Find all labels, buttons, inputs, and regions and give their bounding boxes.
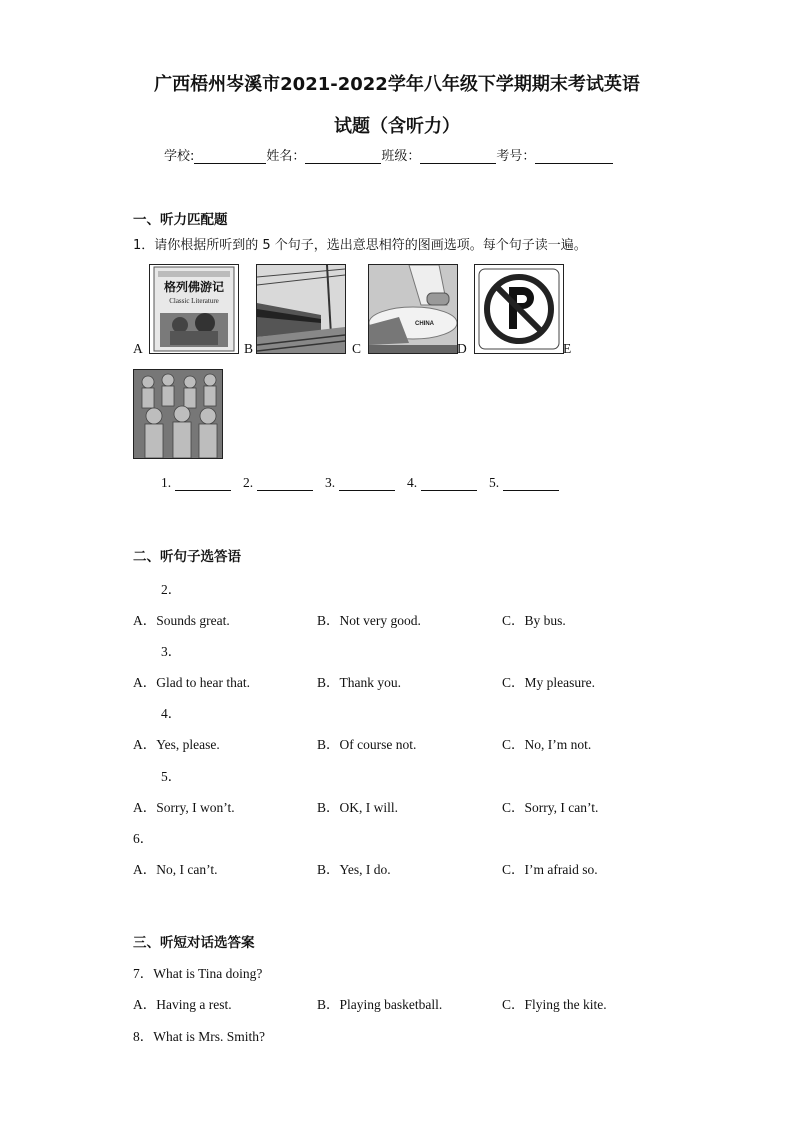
question-5-option-c[interactable]: C．Sorry, I can’t. [502, 800, 599, 815]
class-label: 班级： [381, 149, 421, 164]
answer-number-1: 1. [161, 475, 172, 490]
answer-blank-1[interactable] [161, 475, 231, 491]
question-6-number: 6． [133, 831, 154, 846]
section1-instruction: 1．请你根据所听到的 5 个句子，选出意思相符的图画选项。每个句子读一遍。 [133, 238, 587, 253]
number-label: 考号： [496, 149, 536, 164]
answer-number-4: 4. [407, 475, 418, 490]
student-info-row [164, 145, 613, 164]
answer-blank-5[interactable] [489, 475, 559, 491]
book-cover-icon [150, 265, 238, 353]
question-6-option-b[interactable]: B．Yes, I do. [317, 862, 391, 877]
question-2-number: 2． [161, 582, 182, 597]
answer-number-3: 3. [325, 475, 336, 490]
question-4-option-a[interactable]: A．Yes, please. [133, 737, 220, 752]
question-2-option-a[interactable]: A．Sounds great. [133, 613, 230, 628]
answer-blank-3[interactable] [325, 475, 395, 491]
picture-letter-a: A [133, 341, 143, 356]
book-title-text: 格列佛游记 [163, 280, 225, 294]
question-6-option-a[interactable]: A．No, I can’t. [133, 862, 218, 877]
airplane-icon [369, 265, 457, 353]
answer-number-5: 5. [489, 475, 500, 490]
picture-b-train [256, 264, 346, 354]
name-blank[interactable] [305, 149, 381, 164]
no-parking-sign-icon [475, 265, 563, 353]
name-label: 姓名： [266, 149, 306, 164]
question-4-number: 4． [161, 706, 182, 721]
question-5-option-b[interactable]: B．OK, I will. [317, 800, 398, 815]
question-3-number: 3． [161, 644, 182, 659]
question-7-text: 7．What is Tina doing? [133, 966, 263, 981]
picture-letter-d: D [457, 341, 467, 356]
terracotta-warriors-icon [134, 370, 222, 458]
picture-letter-b: B [244, 341, 254, 356]
school-blank[interactable] [194, 149, 266, 164]
picture-a-book [149, 264, 239, 354]
question-5-option-a[interactable]: A．Sorry, I won’t. [133, 800, 235, 815]
picture-c-plane [368, 264, 458, 354]
answer-blank-4[interactable] [407, 475, 477, 491]
train-icon [257, 265, 345, 353]
question-4-option-c[interactable]: C．No, I’m not. [502, 737, 592, 752]
exam-title-line1: 广西梧州岑溪市2021-2022学年八年级下学期期末考试英语 [154, 74, 640, 95]
question-8-text: 8．What is Mrs. Smith? [133, 1029, 265, 1044]
picture-letter-e: E [563, 341, 572, 356]
picture-e-terracotta [133, 369, 223, 459]
school-label: 学校: [164, 149, 195, 164]
section2-heading: 二、听句子选答语 [133, 549, 241, 565]
question-5-number: 5． [161, 769, 182, 784]
number-blank[interactable] [535, 149, 613, 164]
question-6-option-c[interactable]: C．I’m afraid so. [502, 862, 598, 877]
plane-mark-text: CHINA [415, 321, 434, 327]
question-7-option-c[interactable]: C．Flying the kite. [502, 997, 607, 1012]
answer-number-2: 2. [243, 475, 254, 490]
section1-heading: 一、听力匹配题 [133, 212, 228, 228]
class-blank[interactable] [420, 149, 496, 164]
question-2-option-c[interactable]: C．By bus. [502, 613, 566, 628]
question-3-option-b[interactable]: B．Thank you. [317, 675, 401, 690]
section3-heading: 三、听短对话选答案 [133, 935, 255, 951]
question-4-option-b[interactable]: B．Of course not. [317, 737, 417, 752]
exam-title-line2: 试题（含听力） [334, 116, 460, 137]
question-7-option-b[interactable]: B．Playing basketball. [317, 997, 443, 1012]
question-7-option-a[interactable]: A．Having a rest. [133, 997, 232, 1012]
question-3-option-a[interactable]: A．Glad to hear that. [133, 675, 250, 690]
book-subtitle-text: Classic Literature [169, 297, 219, 305]
picture-letter-c: C [352, 341, 362, 356]
question-2-option-b[interactable]: B．Not very good. [317, 613, 421, 628]
picture-d-no-parking [474, 264, 564, 354]
answer-blank-2[interactable] [243, 475, 313, 491]
question-3-option-c[interactable]: C．My pleasure. [502, 675, 595, 690]
